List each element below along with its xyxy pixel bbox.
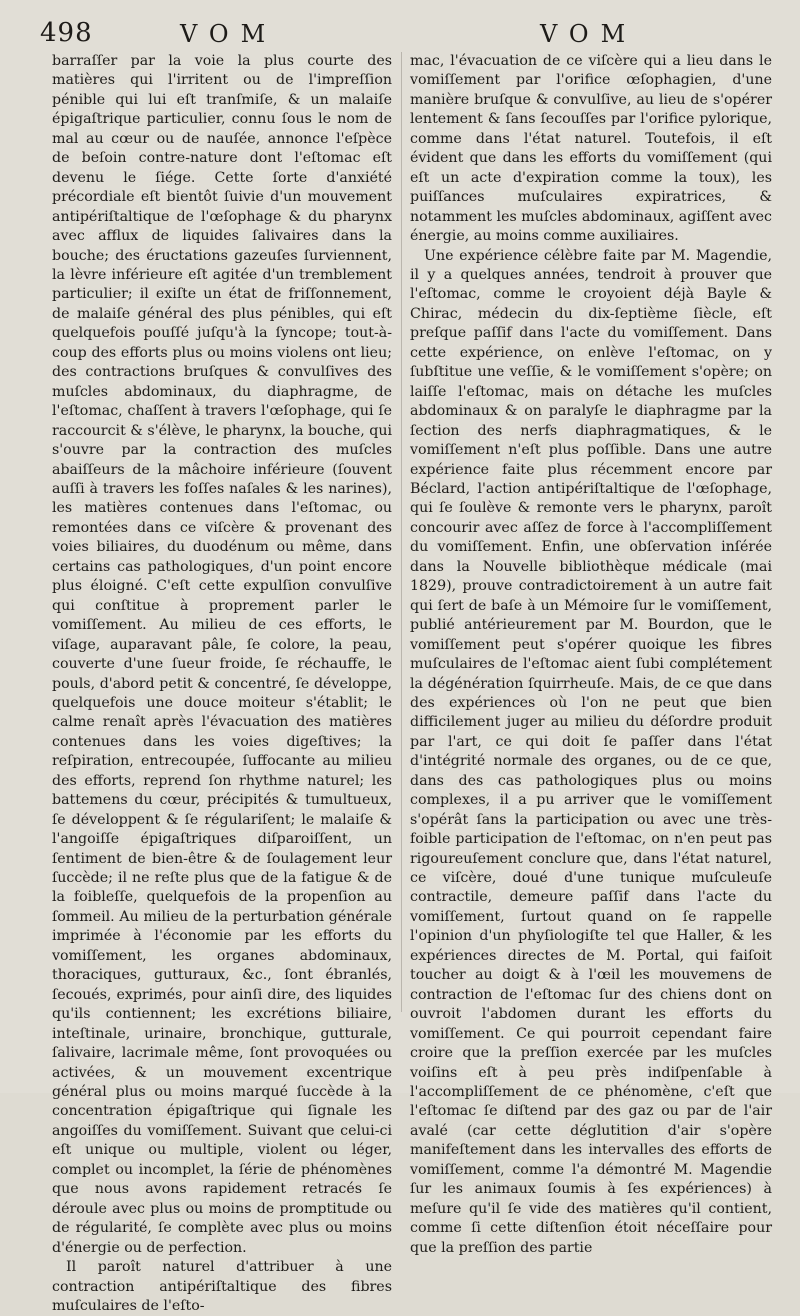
- page-header: [0, 14, 800, 54]
- right-column: [410, 52, 772, 1258]
- running-head-left: VOM: [180, 20, 278, 48]
- left-paragraph-2: Il paroît naturel d'attribuer à une contraction antipériſtaltique des fibres muſculaires de l'eſto-: [52, 1259, 392, 1314]
- page-number: 498: [40, 18, 93, 48]
- right-paragraph-2: Une expérience célèbre faite par M. Magendie, il y a quelques années, tendroit à prouver que l'eſtomac, comme le croyoient déjà Bayle & Chirac, médecin du dix-ſeptième ſiècle, eſt preſque paſſif dans l'acte du vomiſſement. Dans cette expérience, on enlève l'eſtomac, on y ſubſtitue une veſſie, & le vomiſſement s'opère; on laiſſe l'eſtomac, mais on détache les muſcles abdominaux & on paralyſe le diaphragme par la ſection des nerfs diaphragmatiques, & le vomiſſement n'eſt plus poſſible. Dans une autre expérience faite plus récemment encore par Béclard, l'action antipériſtaltique de l'œſophage, qui ſe ſoulève & remonte vers le pharynx, paroît concourir avec aſſez de force à l'accompliſſement du vomiſſement. Enfin, une obſervation inſérée dans la Nouvelle bibliothèque médicale (mai 1829), prouve contradictoirement à un autre fait qui ſert de baſe à un Mémoire ſur le vomiſſement, publié antérieurement par M. Bourdon, que le vomiſſement peut s'opérer quoique les fibres muſculaires de l'eſtomac aient ſubi complétement la dégénération ſquirrheuſe. Mais, de ce que dans des expériences où l'on ne peut que bien difficilement juger au milieu du déſordre produit par l'art, ce qui doit ſe paſſer dans l'état d'intégrité normale des organes, ou de ce que, dans des cas pathologiques plus ou moins complexes, il a pu arriver que le vomiſſement s'opérât ſans la participation ou avec une très-foible participation de l'eſtomac, on n'en peut pas rigoureuſement conclure que, dans l'état naturel, ce viſcère, doué d'une tunique muſculeuſe contractile, demeure paſſif dans l'acte du vomiſſement, ſurtout quand on ſe rappelle l'opinion d'un phyſiologiſte tel que Haller, & les expériences directes de M. Portal, qui faiſoit toucher au doigt & à l'œil les mouvemens de contraction de l'eſtomac ſur des chiens dont on ouvroit l'abdomen durant les efforts du vomiſſement. Ce qui pourroit cependant faire croire que la preſſion exercée par les muſcles voiſins eſt à peu près indiſpenſable à l'accompliſſement de ce phénomène, c'eſt que l'eſtomac ſe diſtend par des gaz ou par de l'air avalé (car cette déglutition d'air s'opère manifeſtement dans les intervalles des efforts de vomiſſement, comme l'a démontré M. Magendie ſur les animaux ſoumis à ſes expériences) à meſure qu'il ſe vide des matières qu'il contient, comme ſi cette diſtenſion étoit néceſſaire pour que la preſſion des partie: [410, 247, 772, 1256]
- right-paragraph-1: mac, l'évacuation de ce viſcère qui a lieu dans le vomiſſement par l'orifice œſophagien, d'une manière bruſque & convulſive, au lieu de s'opérer lentement & ſans ſecouſſes par l'orifice pylorique, comme dans l'état naturel. Toutefois, il eſt évident que dans les efforts du vomiſſement (qui eſt un acte d'expiration comme la toux), les puiſſances muſculaires expiratrices, & notamment les muſcles abdominaux, agiſſent avec énergie, au moins comme auxiliaires.: [410, 53, 772, 245]
- running-head-right: VOM: [540, 20, 638, 48]
- column-divider: [401, 52, 402, 1012]
- left-column: [52, 52, 392, 1316]
- left-paragraph-1: barraſſer par la voie la plus courte des matières qui l'irritent ou de l'impreſſion pénible qui lui eſt tranſmiſe, & un malaiſe épigaſtrique particulier, connu ſous le nom de mal au cœur ou de nauſée, annonce l'eſpèce de beſoin contre-nature dont l'eſtomac eſt devenu le ſiége. Cette ſorte d'anxiété précordiale eſt bientôt ſuivie d'un mouvement antipériſtaltique de l'œſophage & du pharynx avec afflux de liquides ſalivaires dans la bouche; des éructations gazeuſes ſurviennent, la lèvre inférieure eſt agitée d'un tremblement particulier; il exiſte un état de friſſonnement, de malaiſe général des plus pénibles, qui eſt quelquefois pouſſé juſqu'à la ſyncope; tout-à-coup des efforts plus ou moins violens ont lieu; des contractions bruſques & convulſives des muſcles abdominaux, du diaphragme, de l'eſtomac, chaſſent à travers l'œſophage, qui ſe raccourcit & s'élève, le pharynx, la bouche, qui s'ouvre par la contraction des muſcles abaiſſeurs de la mâchoire inférieure (ſouvent auſſi à travers les foſſes naſales & les narines), les matières contenues dans l'eſtomac, ou remontées dans ce viſcère & provenant des voies biliaires, du duodénum ou même, dans certains cas pathologiques, d'un point encore plus éloigné. C'eſt cette expulſion convulſive qui conſtitue à proprement parler le vomiſſement. Au milieu de ces efforts, le viſage, auparavant pâle, ſe colore, la peau, couverte d'une ſueur froide, ſe réchauffe, le pouls, d'abord petit & concentré, ſe développe, quelquefois une douce moiteur s'établit; le calme renaît après l'évacuation des matières contenues dans les voies digeſtives; la reſpiration, entrecoupée, ſuffocante au milieu des efforts, reprend ſon rhythme naturel; les battemens du cœur, précipités & tumultueux, ſe développent & ſe régulariſent; le malaiſe & l'angoiſſe épigaſtriques diſparoiſſent, un ſentiment de bien-être & de ſoulagement leur ſuccède; il ne reſte plus que de la fatigue & de la foibleſſe, quelquefois de la propenſion au ſommeil. Au milieu de la perturbation générale imprimée à l'économie par les efforts du vomiſſement, les organes abdominaux, thoraciques, gutturaux, &c., ſont ébranlés, ſecoués, exprimés, pour ainſi dire, des liquides qu'ils contiennent; les excrétions biliaire, inteſtinale, urinaire, bronchique, gutturale, ſalivaire, lacrimale même, ſont provoquées ou activées, & un mouvement excentrique général plus ou moins marqué ſuccède à la concentration épigaſtrique qui ſignale les angoiſſes du vomiſſement. Suivant que celui-ci eſt unique ou multiple, violent ou léger, complet ou incomplet, la ſérie de phénomènes que nous avons rapidement retracés ſe déroule avec plus ou moins de promptitude ou de régularité, ſe complète avec plus ou moins d'énergie ou de perfection.: [52, 53, 392, 1256]
